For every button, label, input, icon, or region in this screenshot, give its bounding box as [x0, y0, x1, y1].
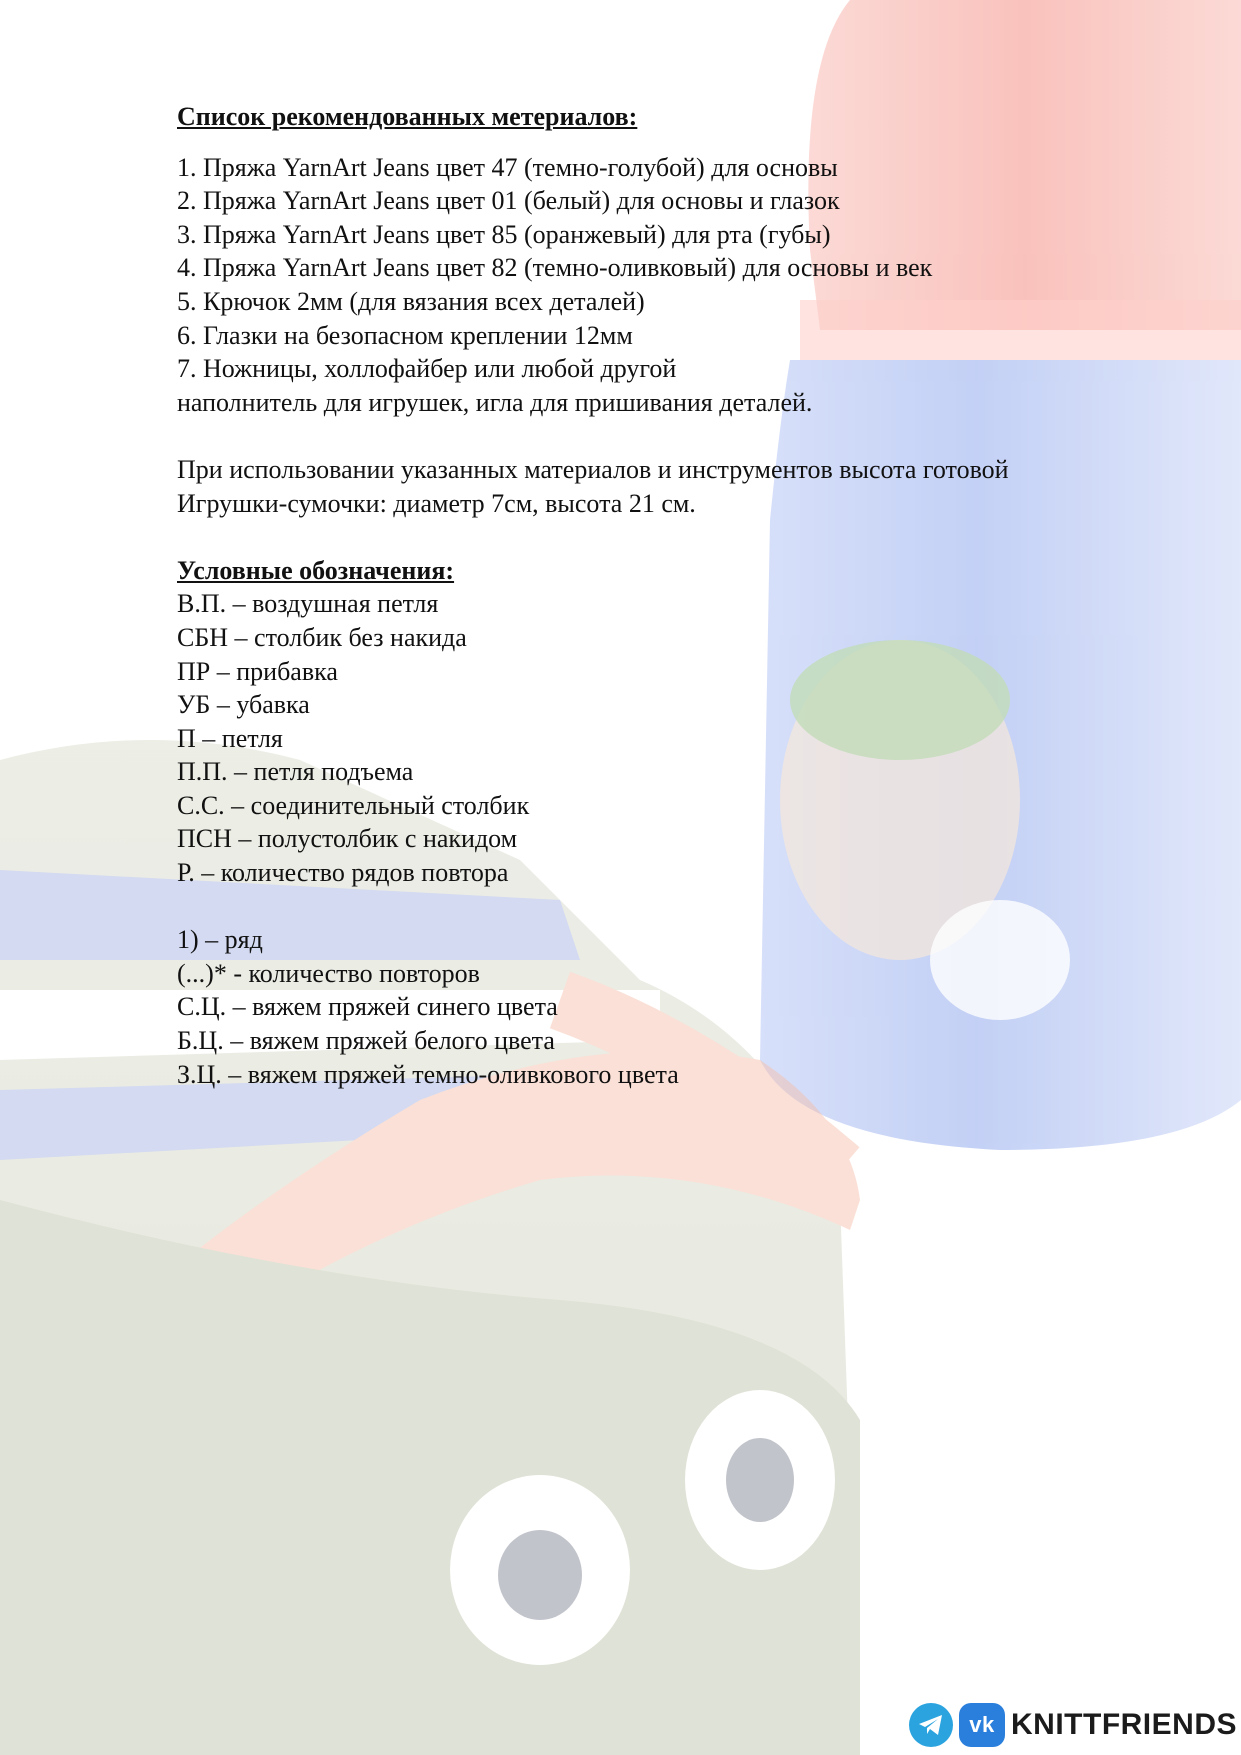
materials-heading: Список рекомендованных метериалов: [177, 102, 638, 131]
material-item: 7. Ножницы, холлофайбер или любой другой [177, 354, 677, 384]
legend-item: 1) – ряд [177, 925, 263, 955]
legend-item: С.С. – соединительный столбик [177, 790, 530, 820]
legend-item: ПР – прибавка [177, 656, 338, 686]
material-item: 6. Глазки на безопасном креплении 12мм [177, 320, 633, 350]
legend-item: Р. – количество рядов повтора [177, 858, 509, 888]
brand-name: KNITTFRIENDS [1011, 1708, 1237, 1741]
size-note-line: Игрушки-сумочки: диаметр 7см, высота 21 см. [177, 488, 696, 518]
legend-item: В.П. – воздушная петля [177, 589, 439, 619]
material-item: 1. Пряжа YarnArt Jeans цвет 47 (темно-голубой) для основы [177, 152, 838, 182]
legend-heading: Условные обозначения: [177, 555, 455, 585]
legend-item: З.Ц. – вяжем пряжей темно-оливкового цвета [177, 1059, 679, 1089]
legend-item: СБН – столбик без накида [177, 622, 467, 652]
brand-watermark [909, 1703, 1237, 1747]
legend-item: ПСН – полустолбик с накидом [177, 824, 518, 854]
legend-item: П – петля [177, 723, 283, 753]
material-item: наполнитель для игрушек, игла для пришивания деталей. [177, 387, 813, 417]
telegram-icon [909, 1703, 953, 1747]
material-item: 5. Крючок 2мм (для вязания всех деталей) [177, 286, 645, 316]
document-body [177, 100, 1177, 1091]
legend-item: П.П. – петля подъема [177, 757, 414, 787]
legend-item: УБ – убавка [177, 690, 310, 720]
size-note-line: При использовании указанных материалов и инструментов высота готовой [177, 454, 1009, 484]
material-item: 3. Пряжа YarnArt Jeans цвет 85 (оранжевый) для рта (губы) [177, 219, 831, 249]
material-item: 4. Пряжа YarnArt Jeans цвет 82 (темно-оливковый) для основы и век [177, 253, 933, 283]
vk-icon: vk [959, 1703, 1005, 1747]
legend-item: (...)* - количество повторов [177, 958, 480, 988]
legend-item: С.Ц. – вяжем пряжей синего цвета [177, 992, 558, 1022]
legend-item: Б.Ц. – вяжем пряжей белого цвета [177, 1026, 555, 1056]
material-item: 2. Пряжа YarnArt Jeans цвет 01 (белый) для основы и глазок [177, 186, 840, 216]
